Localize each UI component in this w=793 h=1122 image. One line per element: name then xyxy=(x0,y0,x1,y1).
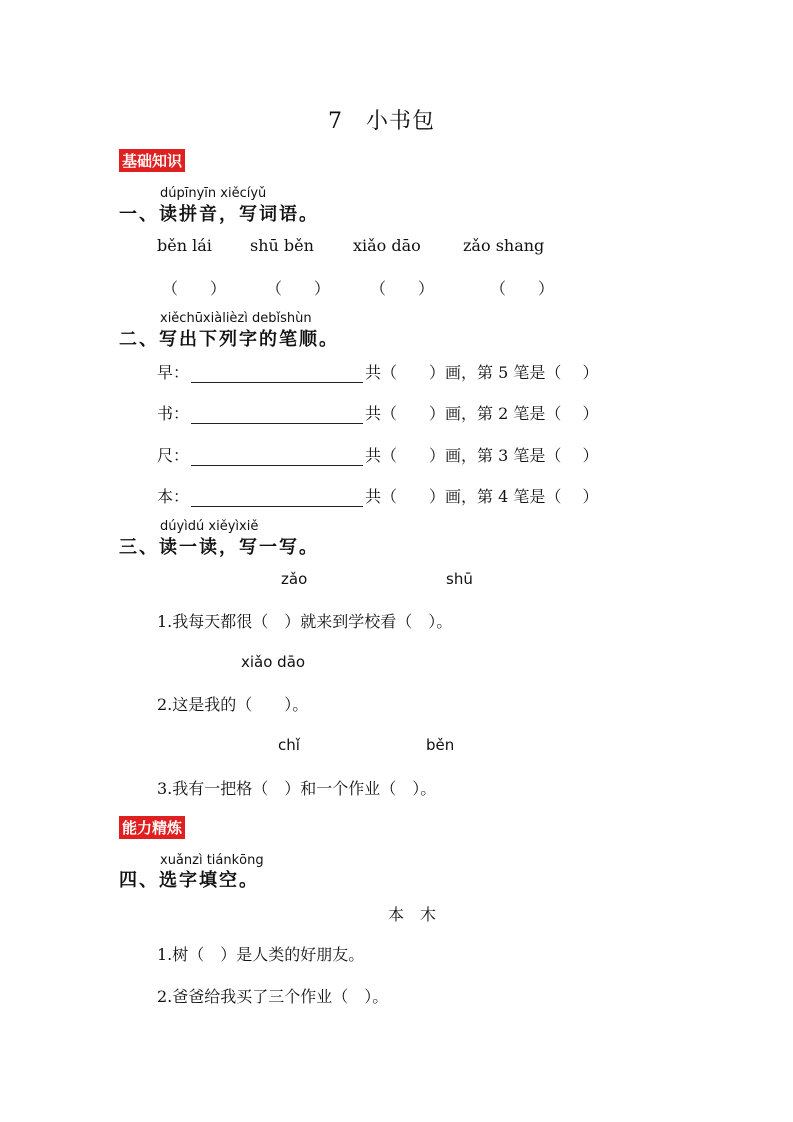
q2-row xyxy=(157,443,598,466)
q2-char: 早： xyxy=(157,363,190,382)
stroke-order-line[interactable] xyxy=(191,447,363,466)
q2-count: 共（ ）画，第 4 笔是（ ） xyxy=(365,487,599,506)
q2-char: 尺： xyxy=(157,446,190,465)
q2-heading: 二、写出下列字的笔顺。 xyxy=(119,329,339,350)
q3-s3-pinyin-a: chǐ xyxy=(278,736,300,754)
stroke-order-line[interactable] xyxy=(191,488,363,507)
q4-choices: 本 木 xyxy=(388,905,437,924)
q1-word-4: zǎo shang xyxy=(463,236,545,255)
q3-heading: 三、读一读，写一写。 xyxy=(119,537,319,558)
q3-sentence-1: 1.我每天都很（ ）就来到学校看（ ）。 xyxy=(157,612,453,631)
q3-sentence-3: 3.我有一把格（ ）和一个作业（ ）。 xyxy=(157,779,437,798)
q3-s3-pinyin-b: běn xyxy=(426,736,455,754)
q3-s2-pinyin: xiǎo dāo xyxy=(241,653,306,671)
q2-count: 共（ ）画，第 2 笔是（ ） xyxy=(365,404,599,423)
q2-char: 本： xyxy=(157,487,190,506)
q2-count: 共（ ）画，第 3 笔是（ ） xyxy=(365,446,599,465)
stroke-order-line[interactable] xyxy=(191,405,363,424)
section-tag-ability: 能力精炼 xyxy=(119,816,185,839)
q2-pinyin: xiěchūxiàlièzì debǐshùn xyxy=(160,311,312,326)
q3-sentence-2: 2.这是我的（ ）。 xyxy=(157,695,309,714)
q2-char: 书： xyxy=(157,404,190,423)
q2-row xyxy=(157,401,598,424)
q3-pinyin: dúyìdú xiěyìxiě xyxy=(160,519,259,534)
q1-word-2: shū běn xyxy=(250,236,314,255)
q1-pinyin: dúpīnyīn xiěcíyǔ xyxy=(160,186,267,201)
section-tag-basic: 基础知识 xyxy=(119,149,185,172)
page-title: 7 小书包 xyxy=(328,109,435,134)
q1-word-1: běn lái xyxy=(157,236,212,255)
q3-s1-pinyin-b: shū xyxy=(446,570,473,588)
q3-s1-pinyin-a: zǎo xyxy=(281,570,308,588)
q1-heading: 一、读拼音，写词语。 xyxy=(119,204,319,225)
q4-sentence-2: 2.爸爸给我买了三个作业（ ）。 xyxy=(157,987,389,1006)
q4-pinyin: xuǎnzì tiánkōng xyxy=(160,853,264,868)
q1-blank-2[interactable]: （ ） xyxy=(266,279,331,298)
q1-word-3: xiǎo dāo xyxy=(353,236,421,255)
q2-count: 共（ ）画，第 5 笔是（ ） xyxy=(365,363,599,382)
stroke-order-line[interactable] xyxy=(191,364,363,383)
q2-row xyxy=(157,360,598,383)
q4-sentence-1: 1.树（ ）是人类的好朋友。 xyxy=(157,945,365,964)
q1-blank-1[interactable]: （ ） xyxy=(162,279,227,298)
q1-blank-3[interactable]: （ ） xyxy=(370,279,435,298)
q4-heading: 四、选字填空。 xyxy=(119,870,259,891)
q1-blank-4[interactable]: （ ） xyxy=(490,279,555,298)
q2-row xyxy=(157,484,598,507)
